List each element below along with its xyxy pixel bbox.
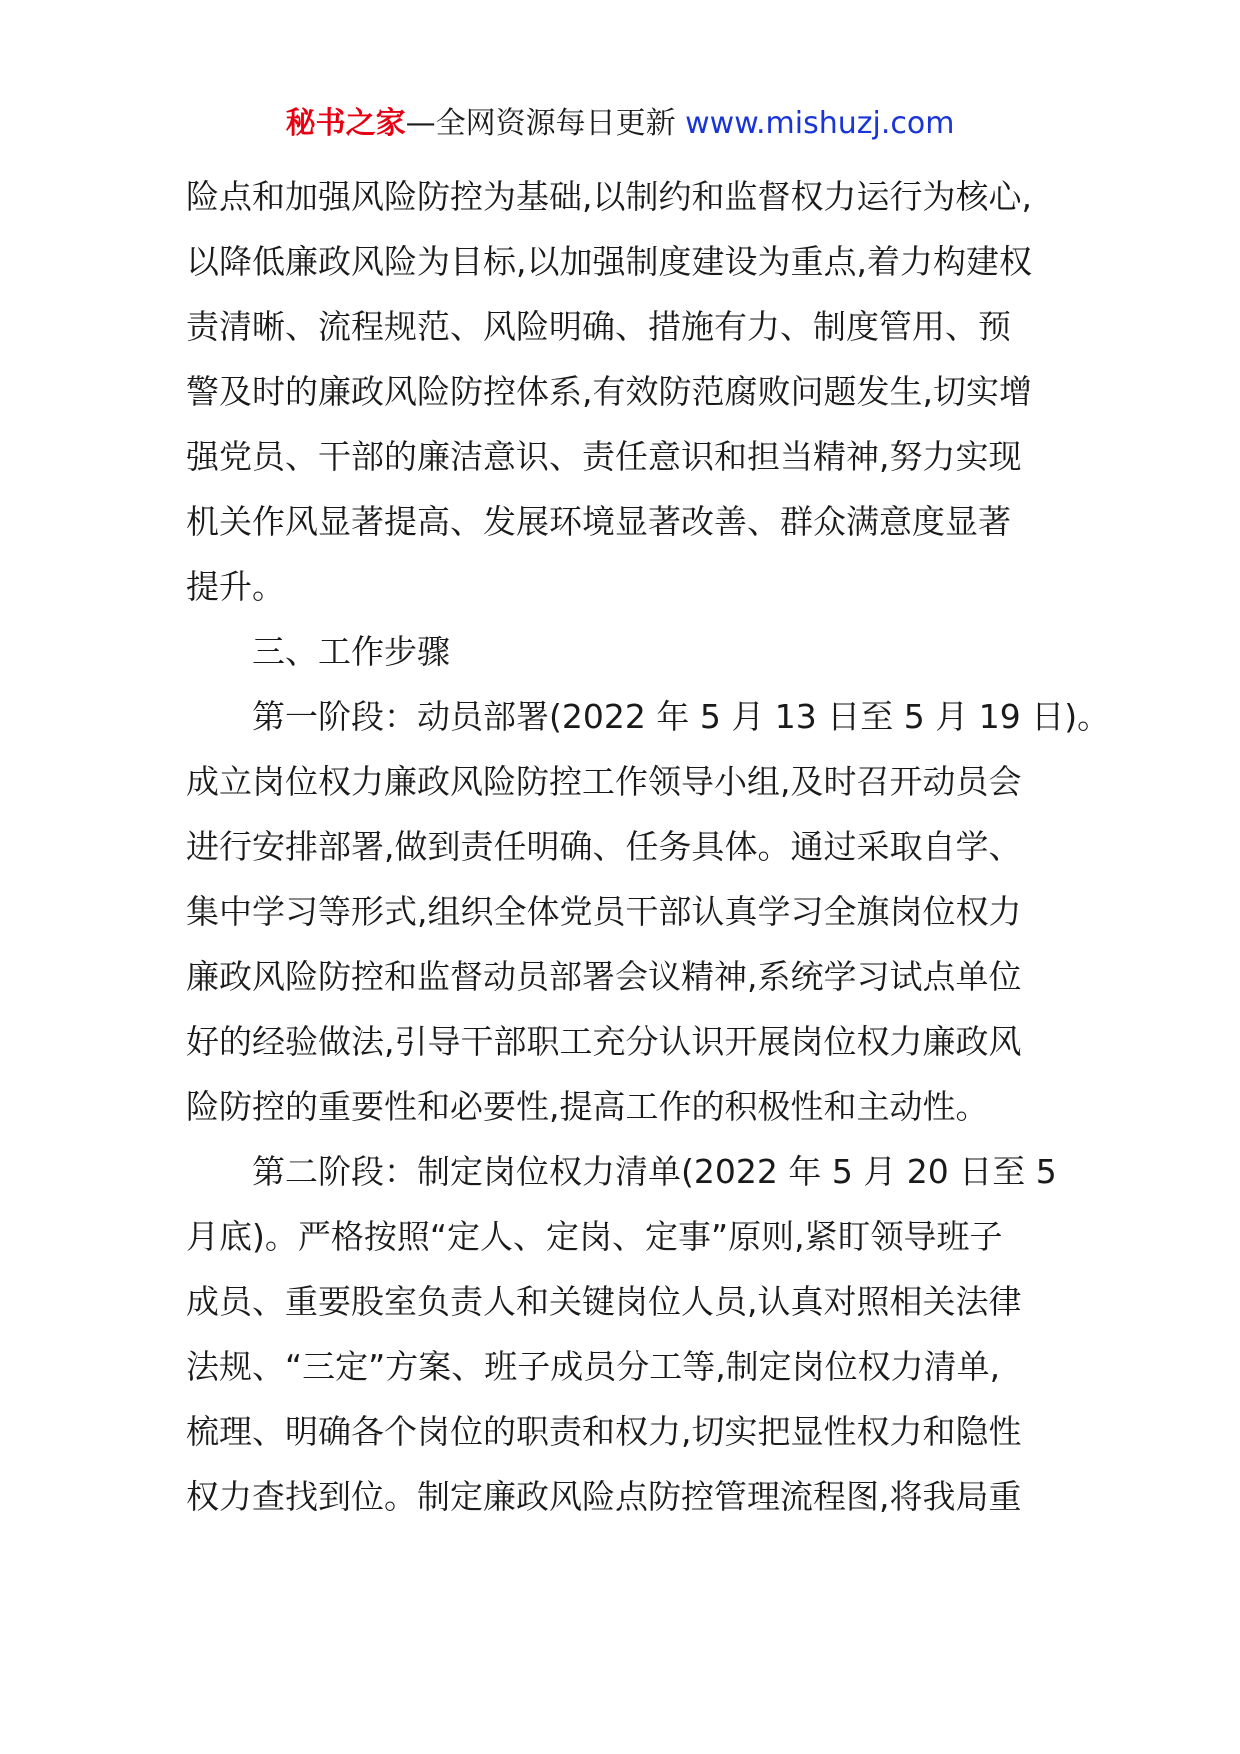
text-line: 警及时的廉政风险防控体系,有效防范腐败问题发生,切实增 xyxy=(186,372,1032,411)
text-line: 提升。 xyxy=(186,567,285,606)
text-line: 责清晰、流程规范、风险明确、措施有力、制度管用、预 xyxy=(186,307,1011,346)
text-line: 第二阶段：制定岗位权力清单(2022 年 5 月 20 日至 5 xyxy=(252,1152,1057,1191)
text-line: 进行安排部署,做到责任明确、任务具体。通过采取自学、 xyxy=(186,827,1022,866)
text-line: 法规、“三定”方案、班子成员分工等,制定岗位权力清单, xyxy=(186,1347,1001,1386)
text-line: 成立岗位权力廉政风险防控工作领导小组,及时召开动员会 xyxy=(186,762,1022,801)
text-line: 强党员、干部的廉洁意识、责任意识和担当精神,努力实现 xyxy=(186,437,1022,476)
text-line: 成员、重要股室负责人和关键岗位人员,认真对照相关法律 xyxy=(186,1282,1022,1321)
text-line: 月底)。严格按照“定人、定岗、定事”原则,紧盯领导班子 xyxy=(186,1217,1003,1256)
text-line: 好的经验做法,引导干部职工充分认识开展岗位权力廉政风 xyxy=(186,1022,1022,1061)
site-header xyxy=(0,100,1240,148)
text-line: 三、工作步骤 xyxy=(252,632,450,671)
text-line: 廉政风险防控和监督动员部署会议精神,系统学习试点单位 xyxy=(186,957,1022,996)
text-line: 第一阶段：动员部署(2022 年 5 月 13 日至 5 月 19 日)。 xyxy=(252,697,1111,736)
header-tagline: —全网资源每日更新 xyxy=(405,106,676,141)
site-url-link[interactable]: www.mishuzj.com xyxy=(685,106,955,141)
text-line: 梳理、明确各个岗位的职责和权力,切实把显性权力和隐性 xyxy=(186,1412,1022,1451)
text-line: 险防控的重要性和必要性,提高工作的积极性和主动性。 xyxy=(186,1087,989,1126)
brand-name: 秘书之家 xyxy=(285,106,406,141)
text-line: 权力查找到位。制定廉政风险点防控管理流程图,将我局重 xyxy=(186,1477,1022,1516)
text-line: 集中学习等形式,组织全体党员干部认真学习全旗岗位权力 xyxy=(186,892,1022,931)
document-body xyxy=(186,164,1111,1529)
text-line: 以降低廉政风险为目标,以加强制度建设为重点,着力构建权 xyxy=(186,242,1032,281)
text-line: 机关作风显著提高、发展环境显著改善、群众满意度显著 xyxy=(186,502,1011,541)
text-line: 险点和加强风险防控为基础,以制约和监督权力运行为核心, xyxy=(186,177,1032,216)
